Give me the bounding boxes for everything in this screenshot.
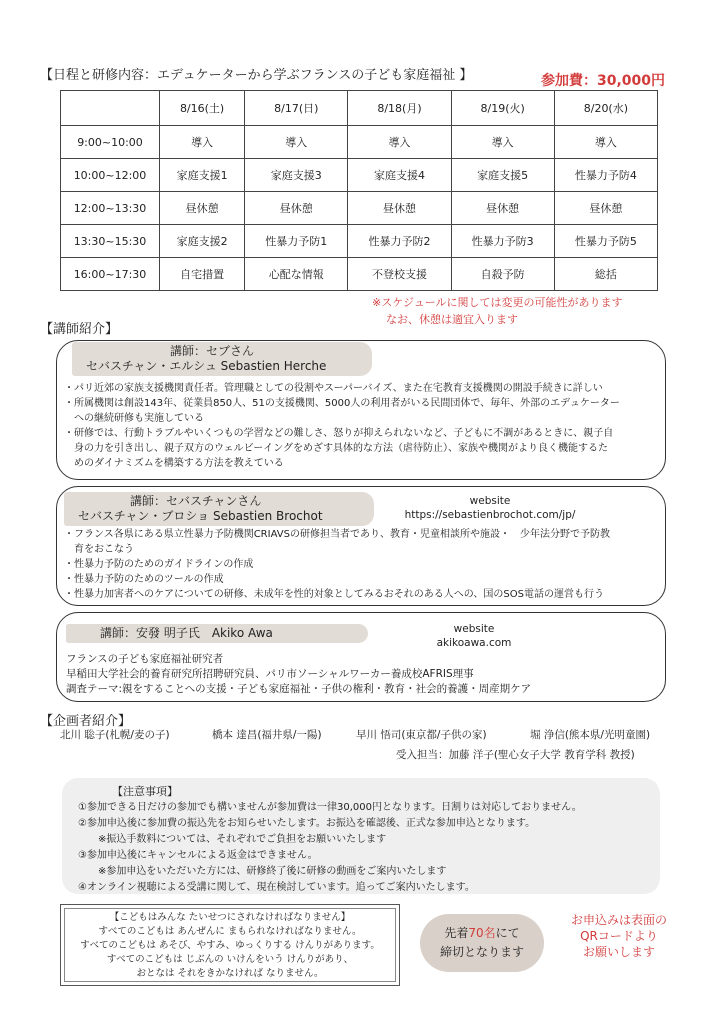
notice-box — [62, 778, 660, 894]
rights-line: すべてのこどもは あそび、やすみ、ゆっくりする けんりがあります。 — [80, 940, 380, 951]
rights-line: すべてのこどもは じぶんの いけんをいう けんりがあり、 — [106, 954, 354, 965]
bio-line: 身の力を引き出し、親子双方のウェルビーイングをめざす具体的な方法（虐待防止）、家族や機関がより良く機能するた — [64, 443, 608, 454]
bio-line: ・性暴力加害者へのケアについての研修、未成年を性的対象としてみるおそれのある人への、国のSOS電話の運営も行う — [64, 589, 604, 600]
table-row — [61, 126, 658, 159]
rights-line: おとなは それをきかなければ なりません。 — [136, 968, 324, 979]
notice-line: ③参加申込後にキャンセルによる返金はできません。 — [78, 850, 318, 861]
website-link[interactable]: https://sebastienbrochot.com/jp/ — [404, 509, 576, 521]
session-cell: 総括 — [554, 258, 657, 291]
day-header: 8/19(火) — [451, 91, 554, 126]
session-cell: 自殺予防 — [451, 258, 554, 291]
lecturer-fullname: セバスチャン・エルシュ Sebastien Herche — [86, 359, 327, 373]
bio-line: 調査テーマ:親をすることへの支援・子ども家庭福祉・子供の権利・教育・社会的養護・周産期ケア — [66, 683, 532, 695]
session-cell: 性暴力予防3 — [451, 225, 554, 258]
session-cell: 性暴力予防2 — [348, 225, 451, 258]
time-cell: 12:00~13:30 — [61, 192, 160, 225]
bio-line: ・所属機関は創設143年、従業員850人、51の支援機関、5000人の利用者がいる民間団体で、毎年、外部のエデュケーター — [64, 398, 620, 409]
apply-line: お申込みは表面の — [570, 913, 667, 927]
organizer-name: 堀 浄信(熊本県/光明童園) — [530, 729, 651, 741]
apply-line: QRコードより — [580, 929, 658, 943]
session-cell: 家庭支援2 — [160, 225, 245, 258]
table-row — [61, 225, 658, 258]
session-cell: 心配な情報 — [245, 258, 348, 291]
session-cell: 昼休憩 — [348, 192, 451, 225]
time-cell: 16:00~17:30 — [61, 258, 160, 291]
notice-line: ④オンライン視聴による受講に関して、現在検討しています。追ってご案内いたします。 — [78, 882, 475, 893]
lecturer-title: 講師：セブさん — [170, 344, 255, 358]
time-cell: 9:00~10:00 — [61, 126, 160, 159]
organizers-heading: 【企画者紹介】 — [40, 714, 132, 729]
notice-line: ※参加申込をいただいた方には、研修終了後に研修の動画をご案内いたします — [78, 866, 447, 877]
bio-line: 育をおこなう — [64, 544, 134, 555]
lecturer-website — [404, 622, 544, 650]
session-cell: 性暴力予防5 — [554, 225, 657, 258]
notice-heading: 【注意事項】 — [112, 785, 178, 798]
lecturer-name-tag — [72, 342, 372, 376]
break-note: なお、休憩は適宜入ります — [386, 313, 518, 326]
notice-line: ②参加申込後に参加費の振込先をお知らせいたします。お振込を確認後、正式な参加申込となります。 — [78, 818, 536, 829]
rights-line: 【こどもはみんな たいせつにされなければなりません】 — [109, 912, 351, 923]
apply-note — [560, 912, 678, 960]
website-label: website — [453, 623, 495, 635]
session-cell: 昼休憩 — [451, 192, 554, 225]
session-cell: 家庭支援4 — [348, 159, 451, 192]
session-cell: 導入 — [160, 126, 245, 159]
website-label: website — [469, 495, 511, 507]
schedule-table — [60, 90, 658, 291]
session-cell: 家庭支援3 — [245, 159, 348, 192]
session-cell: 家庭支援1 — [160, 159, 245, 192]
session-cell: 導入 — [348, 126, 451, 159]
session-cell: 導入 — [451, 126, 554, 159]
schedule-heading: 【日程と研修内容：エデュケーターから学ぶフランスの子ども家庭福祉 】 — [40, 68, 473, 83]
fee-label: 参加費：30,000円 — [541, 73, 666, 89]
session-cell: 自宅措置 — [160, 258, 245, 291]
lecturer-bio — [64, 527, 664, 602]
bio-line: ・研修では、行動トラブルやいくつもの学習などの難しさ、怒りが抑えられないなど、子どもに不調があるときに、親子自 — [64, 428, 614, 439]
capacity-post: にて — [495, 926, 520, 940]
organizer-name: 北川 聡子(札幌/麦の子) — [60, 729, 170, 741]
bio-line: ・パリ近郊の家族支援機関責任者。管理職としての役割やスーパーバイズ、また在宅教育支援機関の開設手続きに詳しい — [64, 383, 603, 394]
session-cell: 性暴力予防1 — [245, 225, 348, 258]
session-cell: 導入 — [245, 126, 348, 159]
organizer-name: 橋本 達昌(福井県/一陽) — [212, 729, 322, 741]
time-cell: 10:00~12:00 — [61, 159, 160, 192]
bio-line: ・性暴力予防のためのツールの作成 — [64, 574, 224, 585]
table-row — [61, 258, 658, 291]
capacity-pre: 先着 — [444, 926, 469, 940]
session-cell: 家庭支援5 — [451, 159, 554, 192]
lecturer-bio — [64, 381, 664, 471]
children-rights-box — [60, 904, 400, 986]
lecturer-name-tag — [64, 492, 374, 526]
day-header: 8/18(月) — [348, 91, 451, 126]
corner-cell — [61, 91, 160, 126]
bio-line: フランスの子ども家庭福祉研究者 — [66, 653, 224, 665]
session-cell: 性暴力予防4 — [554, 159, 657, 192]
day-header: 8/17(日) — [245, 91, 348, 126]
table-row — [61, 192, 658, 225]
bio-line: めのダイナミズムを構築する方法を教えている — [64, 458, 284, 469]
capacity-number: 70名 — [468, 926, 496, 940]
notice-line: ①参加できる日だけの参加でも構いませんが参加費は一律30,000円となります。日割りは対応しておりません。 — [78, 802, 582, 813]
session-cell: 導入 — [554, 126, 657, 159]
schedule-note: ※スケジュールに関しては変更の可能性があります — [372, 296, 623, 309]
session-cell: 不登校支援 — [348, 258, 451, 291]
session-cell: 昼休憩 — [160, 192, 245, 225]
notice-list — [78, 800, 658, 896]
bio-line: への継続研修も実施している — [64, 413, 204, 424]
website-link[interactable]: akikoawa.com — [436, 637, 512, 649]
reception-contact: 受入担当：加藤 洋子(聖心女子大学 教育学科 教授) — [396, 749, 635, 761]
table-row — [61, 159, 658, 192]
apply-line: お願いします — [582, 945, 655, 959]
lecturer-website — [380, 494, 600, 522]
rights-line: すべてのこどもは あんぜんに まもられなければなりません。 — [98, 926, 362, 937]
session-cell: 昼休憩 — [554, 192, 657, 225]
lecturer-bio — [66, 652, 656, 697]
capacity-line — [420, 914, 544, 943]
bio-line: ・フランス各県にある県立性暴力予防機関CRIAVSの研修担当者であり、教育・児童相談所や施設・ 少年法分野で予防教 — [64, 529, 610, 540]
day-header: 8/20(水) — [554, 91, 657, 126]
lecturer-fullname: セバスチャン・ブロショ Sebastien Brochot — [78, 509, 323, 523]
bio-line: 早稲田大学社会的養育研究所招聘研究員、パリ市ソーシャルワーカー養成校AFRIS理事 — [66, 668, 474, 680]
schedule-header-row — [61, 91, 658, 126]
notice-line: ※振込手数料については、それぞれでご負担をお願いいたします — [78, 834, 387, 845]
bio-line: ・性暴力予防のためのガイドラインの作成 — [64, 559, 254, 570]
deadline-text: 締切となります — [439, 945, 524, 959]
lecturer-title: 講師：セバスチャンさん — [130, 494, 262, 508]
lecturer-name-tag: 講師：安發 明子氏 Akiko Awa — [66, 624, 368, 643]
organizer-name: 早川 悟司(東京都/子供の家) — [356, 729, 487, 741]
time-cell: 13:30~15:30 — [61, 225, 160, 258]
session-cell: 昼休憩 — [245, 192, 348, 225]
day-header: 8/16(土) — [160, 91, 245, 126]
lecturers-heading: 【講師紹介】 — [40, 322, 119, 337]
capacity-badge — [420, 914, 544, 972]
